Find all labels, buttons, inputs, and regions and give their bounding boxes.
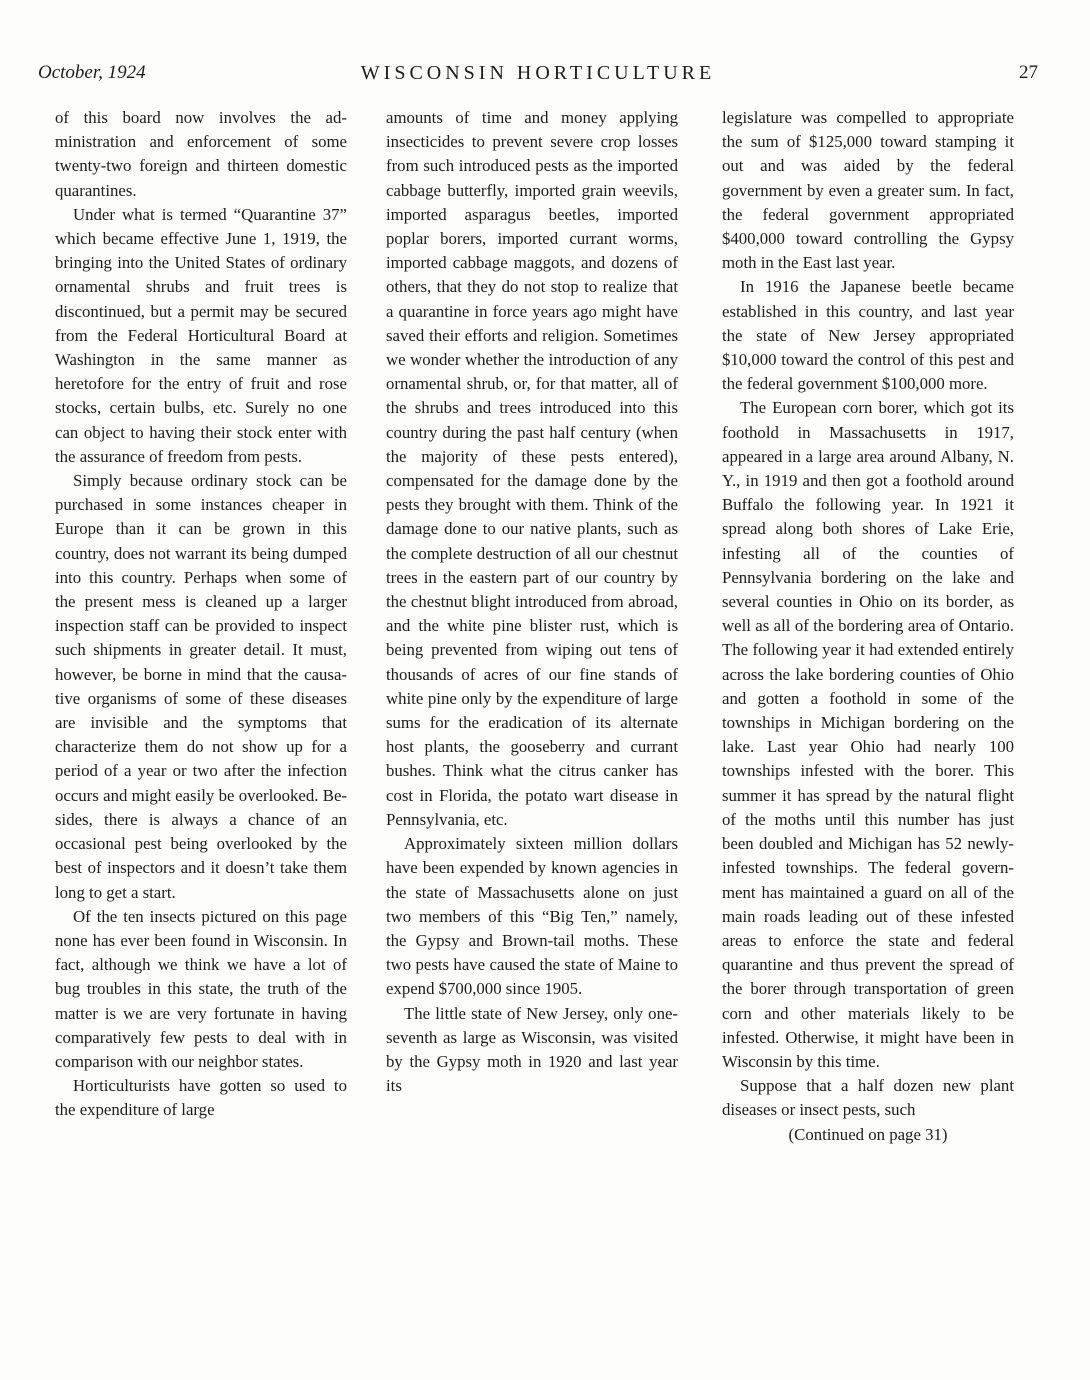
paragraph: Simply because ordinary stock can be purchased in some instances cheaper in Europe than it can be grown in this country, does not warrant its being dumped into this country. Perhaps when some of the present mess is cleaned up a larger inspection staff can be provided to inspect such shipments in greater detail. It must, however, be borne in mind that the causative organisms of some of these diseases are invisible and the symptoms that characterize them do not show up for a period of a year or two after the infection occurs and might easily be overlooked. Besides, there is always a chance of an occasional pest being overlooked by the best of inspectors and it doesn’t take them long to get a start. <box>55 471 347 902</box>
text-column-2 <box>386 106 678 1098</box>
paragraph: Horticulturists have gotten so used to the expenditure of large <box>55 1076 347 1120</box>
publication-title: WISCONSIN HORTICULTURE <box>360 62 716 84</box>
paragraph: legislature was compelled to appropriate the sum of $125,000 toward stamping it out and was aided by the federal government by even a greater sum. In fact, the federal government appropriated $400,000 toward controlling the Gypsy moth in the East last year. <box>722 108 1014 273</box>
paragraph: of this board now involves the administration and enforcement of some twenty-two foreign and thirteen domestic quarantines. <box>55 108 347 200</box>
page-number: 27 <box>1019 62 1038 83</box>
paragraph: The European corn borer, which got its foothold in Massachusetts in 1917, appeared in a large area around Albany, N. Y., in 1919 and then got a foothold around Buffalo the following year. In 1921 it spread along both shores of Lake Erie, infesting all of the counties of Pennsylvania bordering on the lake and several counties in Ohio on its border, as well as all of the bordering area of Ontario. The following year it had extended entirely across the lake bordering counties of Ohio and gotten a foothold in some of the townships in Michigan bordering on the lake. Last year Ohio had nearly 100 townships infested with the borer. This summer it has spread by the natural flight of the moths until this number has just been doubled and Michigan has 52 newly-infested townships. The federal government has maintained a guard on all of the main roads leading out of these infested areas to enforce the state and federal quarantine and thus prevent the spread of the borer through transportation of green corn and other materials likely to be infested. Otherwise, it might have been in Wisconsin by this time. <box>722 398 1014 1071</box>
paragraph: Of the ten insects pictured on this page none has ever been found in Wisconsin. In fact, although we think we have a lot of bug troubles in this state, the truth of the matter is we are very fortunate in having comparatively few pests to deal with in comparison with our neighbor states. <box>55 906 347 1071</box>
paragraph: The little state of New Jersey, only one-seventh as large as Wisconsin, was visited by the Gypsy moth in 1920 and last year its <box>386 1003 678 1096</box>
running-header <box>38 62 1038 90</box>
text-column-3 <box>722 106 1014 1147</box>
paragraph: Approximately sixteen million dollars have been expended by known agencies in the state of Massachusetts alone on just two members of this “Big Ten,” namely, the Gypsy and Brown-tail moths. These two pests have caused the state of Maine to expend $700,000 since 1905. <box>386 834 678 999</box>
paragraph: In 1916 the Japanese beetle became established in this country, and last year the state of New Jersey appropriated $10,000 toward the control of this pest and the federal government $100,000 more. <box>722 277 1014 394</box>
paragraph: Suppose that a half dozen new plant diseases or insect pests, such <box>722 1076 1014 1120</box>
paragraph: amounts of time and money applying insecticides to prevent severe crop losses from such introduced pests as the imported cabbage butterfly, imported grain weevils, imported asparagus beetles, imported poplar borers, imported currant worms, imported cabbage maggots, and dozens of others, that they do not stop to realize that a quarantine in force years ago might have saved their efforts and religion. Sometimes we wonder whether the introduction of any ornamental shrub, or, for that matter, all of the shrubs and trees introduced into this country during the past half century (when the majority of these pests entered), compensated for the damage done by the pests they brought with them. Think of the damage done to our native plants, such as the complete destruction of all our chestnut trees in the eastern part of our country by the chestnut blight introduced from abroad, and the white pine blister rust, which is being prevented from wiping out tens of thousands of acres of our fine stands of white pine only by the expenditure of large sums for the eradication of its alternate host plants, the gooseberry and currant bushes. Think what the citrus canker has cost in Florida, the potato wart disease in Pennsylvania, etc. <box>386 108 678 829</box>
issue-date: October, 1924 <box>38 62 146 83</box>
continued-note: (Continued on page 31) <box>788 1124 948 1144</box>
paragraph: Under what is termed “Quarantine 37” which became effective June 1, 1919, the bringing into the United States of ordinary ornamental shrubs and fruit trees is discontinued, but a permit may be secured from the Federal Horticultural Board at Washington in the same manner as heretofore for the entry of fruit and rose stocks, certain bulbs, etc. Surely no one can object to having their stock enter with the assurance of freedom from pests. <box>55 204 347 466</box>
text-column-1 <box>55 106 347 1123</box>
